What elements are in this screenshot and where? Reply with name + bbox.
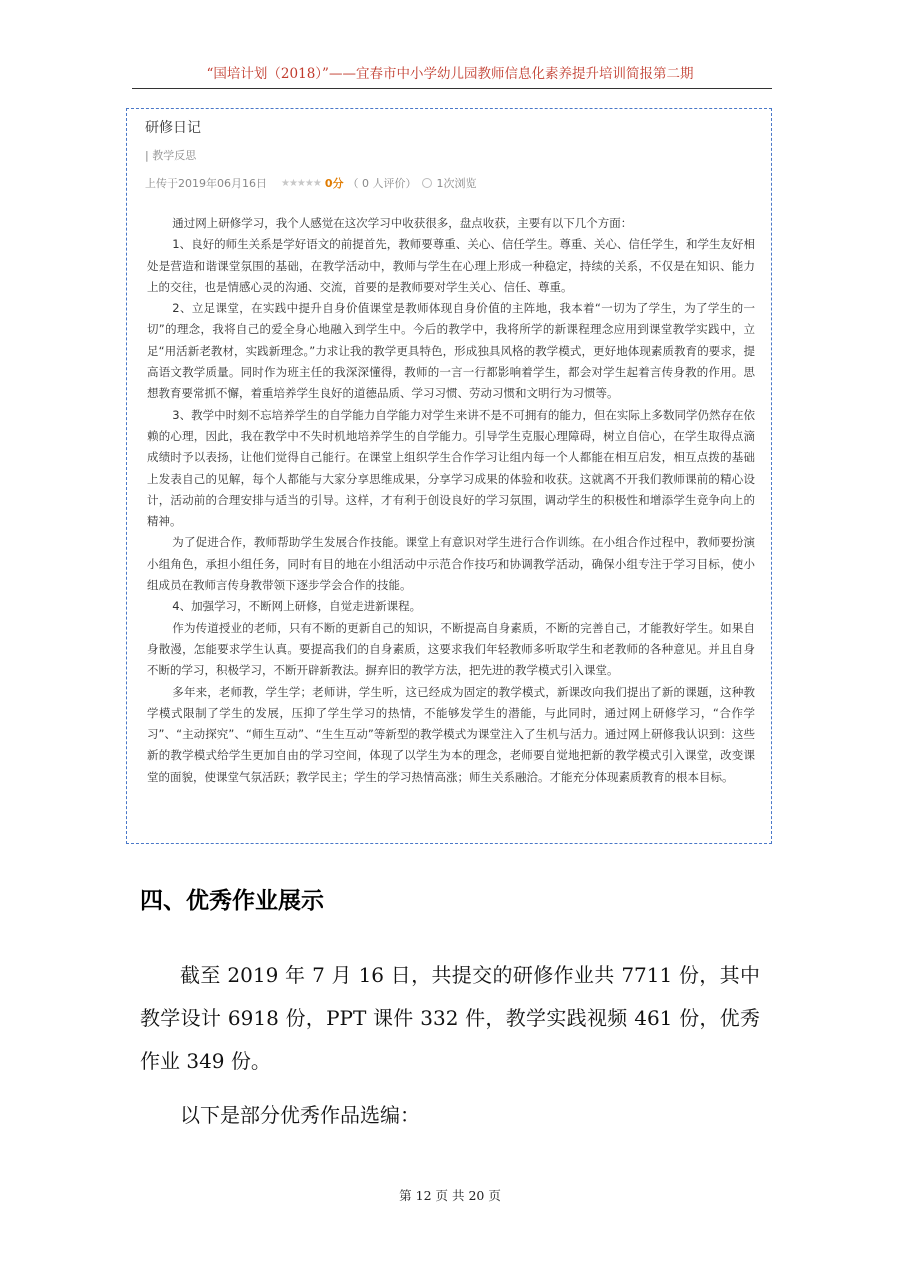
page-number: 第 12 页 共 20 页 [399,1188,501,1203]
diary-paragraph: 4、加强学习，不断网上研修，自觉走进新课程。 [172,599,422,614]
diary-body [147,213,755,788]
diary-paragraph: 1、良好的师生关系是学好语文的前提首先，教师要尊重、关心、信任学生。尊重、关心、信任学生，和学生友好相处是营造和谐课堂氛围的基础，在教学活动中，教师与学生在心理上形成一种稳定，持续的关系，不仅是在知识、能力上的交往，也是情感心灵的沟通、交流，首要的是教师要对学生关心、信任、尊重。 [147,237,755,294]
body-paragraph: 以下是部分优秀作品选编： [180,1103,420,1127]
header-divider [132,88,772,89]
rating-score: 0分 [324,177,344,190]
diary-screenshot-panel [126,108,772,844]
diary-paragraph: 3、教学中时刻不忘培养学生的自学能力自学能力对学生来讲不是不可拥有的能力，但在实际上多数同学仍然存在依赖的心理，因此，我在教学中不失时机地培养学生的自学能力。引导学生克服心理障碍，树立自信心，在学生取得点滴成绩时予以表扬，让他们觉得自己能行。在课堂上组织学生合作学习让组内每一个人都能在相互启发，相互点拨的基础上发表自己的见解，每个人都能与大家分享思维成果，分享学习成果的体验和收获。这就离不开我们教师课前的精心设计，活动前的合理安排与适当的引导。这样，才有利于创设良好的学习氛围，调动学生的积极性和增添学生竞争向上的精神。 [147,407,755,529]
section-body [140,954,760,1137]
page-header-title: “国培计划（2018）”——宜春市中小学幼儿园教师信息化素养提升培训简报第二期 [206,66,694,82]
view-count: 1次浏览 [436,177,477,190]
diary-paragraph: 多年来，老师教，学生学；老师讲，学生听，这已经成为固定的教学模式，新课改向我们提出了新的课题，这种教学模式限制了学生的发展，压抑了学生学习的热情，不能够发学生的潜能，与此同时，通过网上研修学习，“合作学习”、“主动探究”、“师生互动”、“生生互动”等新型的教学模式为课堂注入了生机与活力。通过网上研修我认识到：这些新的教学模式给学生更加自由的学习空间，体现了以学生为本的理念，老师要自觉地把新的教学模式引入课堂，改变课堂的面貌，使课堂气氛活跃；教学民主；学生的学习热情高涨；师生关系融洽。才能充分体现素质教育的根本目标。 [147,684,755,784]
views-eye-icon [422,178,432,188]
upload-date: 上传于2019年06月16日 [145,177,267,190]
diary-meta [145,175,476,191]
section-heading: 四、优秀作业展示 [140,888,324,914]
diary-category: | 教学反思 [145,149,197,162]
body-paragraph: 截至 2019 年 7 月 16 日，共提交的研修作业共 7711 份，其中教学设计 6918 份，PPT 课件 332 件，教学实践视频 461 份，优秀作业 349 份。 [140,963,760,1073]
diary-paragraph: 为了促进合作，教师帮助学生发展合作技能。课堂上有意识对学生进行合作训练。在小组合作过程中，教师要扮演小组角色，承担小组任务，同时有目的地在小组活动中示范合作技巧和协调教学活动，确保小组专注于学习目标，使小组成员在教师言传身教带领下逐步学会合作的技能。 [147,535,755,593]
rating-stars-icon: ★★★★★ [281,177,321,189]
diary-paragraph: 2、立足课堂，在实践中提升自身价值课堂是教师体现自身价值的主阵地，我本着“一切为了学生，为了学生的一切”的理念，我将自己的爱全身心地融入到学生中。今后的教学中，我将所学的新课程理念应用到课堂教学实践中，立足“用活新老教材，实践新理念。”力求让我的教学更具特色，形成独具风格的教学模式，更好地体现素质教育的要求，提高语文教学质量。同时作为班主任的我深深懂得，教师的一言一行都影响着学生，都会对学生起着言传身教的作用。思想教育要常抓不懈，着重培养学生良好的道德品质、学习习惯、劳动习惯和文明行为习惯等。 [147,301,755,401]
diary-paragraph: 作为传道授业的老师，只有不断的更新自己的知识，不断提高自身素质，不断的完善自己，才能教好学生。如果自身散漫，怎能要求学生认真。要提高我们的自身素质，这要求我们年轻教师多听取学生和老教师的各种意见。并且自身不断的学习，积极学习，不断开辟新教法。摒弃旧的教学方法，把先进的教学模式引入课堂。 [147,620,755,678]
diary-title: 研修日记 [145,120,201,136]
rating-count: （ 0 人评价） [347,177,417,190]
diary-paragraph: 通过网上研修学习，我个人感觉在这次学习中收获很多，盘点收获，主要有以下几个方面： [172,216,633,230]
